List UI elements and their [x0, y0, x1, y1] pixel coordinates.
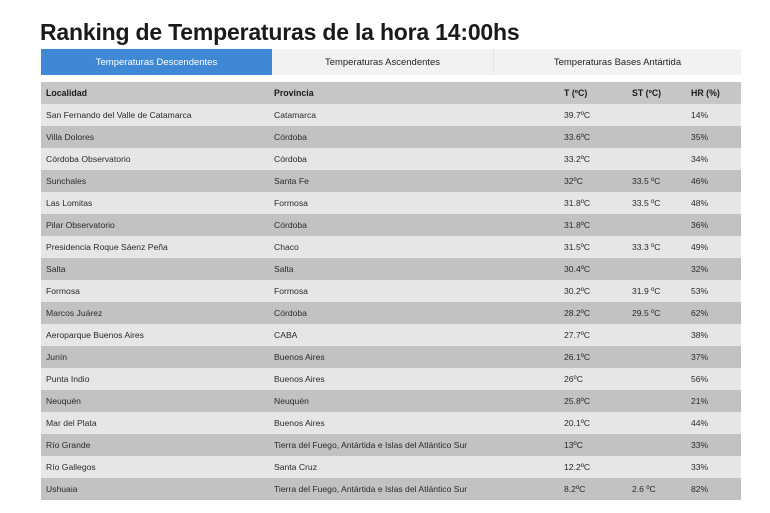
cell-temperatura: 20.1ºC [559, 412, 627, 434]
table-row [41, 192, 741, 214]
cell-temperatura: 30.2ºC [559, 280, 627, 302]
cell-temperatura: 39.7ºC [559, 104, 627, 126]
cell-temperatura: 32ºC [559, 170, 627, 192]
cell-humedad: 62% [686, 302, 741, 324]
cell-temperatura: 25.8ºC [559, 390, 627, 412]
cell-temperatura: 30.4ºC [559, 258, 627, 280]
cell-humedad: 82% [686, 478, 741, 500]
cell-localidad: Las Lomitas [41, 192, 269, 214]
cell-provincia: Santa Fe [269, 170, 559, 192]
cell-temperatura: 33.2ºC [559, 148, 627, 170]
header-humedad: HR (%) [686, 82, 741, 104]
cell-provincia: Buenos Aires [269, 412, 559, 434]
cell-temperatura: 27.7ºC [559, 324, 627, 346]
cell-localidad: Aeroparque Buenos Aires [41, 324, 269, 346]
cell-humedad: 37% [686, 346, 741, 368]
table-header-row [41, 82, 741, 104]
cell-provincia: Salta [269, 258, 559, 280]
cell-localidad: San Fernando del Valle de Catamarca [41, 104, 269, 126]
cell-sensacion-termica: 33.5 ºC [627, 192, 686, 214]
cell-sensacion-termica [627, 104, 686, 126]
cell-provincia: Santa Cruz [269, 456, 559, 478]
cell-sensacion-termica [627, 126, 686, 148]
header-localidad: Localidad [41, 82, 269, 104]
cell-sensacion-termica [627, 434, 686, 456]
cell-sensacion-termica [627, 148, 686, 170]
cell-localidad: Córdoba Observatorio [41, 148, 269, 170]
tab-temperaturas-ascendentes[interactable]: Temperaturas Ascendentes [272, 49, 494, 75]
cell-humedad: 56% [686, 368, 741, 390]
header-sensacion-termica: ST (ºC) [627, 82, 686, 104]
cell-temperatura: 28.2ºC [559, 302, 627, 324]
header-provincia: Provincia [269, 82, 559, 104]
table-row [41, 170, 741, 192]
table-row [41, 302, 741, 324]
cell-provincia: Chaco [269, 236, 559, 258]
cell-localidad: Marcos Juárez [41, 302, 269, 324]
cell-temperatura: 12.2ºC [559, 456, 627, 478]
table-row [41, 412, 741, 434]
table-row [41, 434, 741, 456]
header-temperatura: T (ºC) [559, 82, 627, 104]
table-row [41, 324, 741, 346]
cell-temperatura: 31.8ºC [559, 192, 627, 214]
cell-provincia: Catamarca [269, 104, 559, 126]
cell-provincia: Tierra del Fuego, Antártida e Islas del Atlántico Sur [269, 478, 559, 500]
cell-temperatura: 33.6ºC [559, 126, 627, 148]
page-title: Ranking de Temperaturas de la hora 14:00hs [40, 19, 520, 46]
cell-humedad: 34% [686, 148, 741, 170]
cell-sensacion-termica [627, 346, 686, 368]
cell-sensacion-termica: 33.3 ºC [627, 236, 686, 258]
cell-provincia: Córdoba [269, 214, 559, 236]
cell-provincia: Córdoba [269, 126, 559, 148]
cell-humedad: 36% [686, 214, 741, 236]
table-row [41, 148, 741, 170]
cell-sensacion-termica [627, 390, 686, 412]
cell-humedad: 33% [686, 434, 741, 456]
cell-localidad: Formosa [41, 280, 269, 302]
cell-humedad: 48% [686, 192, 741, 214]
table-row [41, 214, 741, 236]
cell-provincia: Formosa [269, 280, 559, 302]
cell-provincia: Formosa [269, 192, 559, 214]
cell-humedad: 14% [686, 104, 741, 126]
cell-temperatura: 13ºC [559, 434, 627, 456]
tab-bar [41, 49, 741, 75]
cell-sensacion-termica [627, 368, 686, 390]
cell-temperatura: 26.1ºC [559, 346, 627, 368]
cell-localidad: Río Grande [41, 434, 269, 456]
cell-humedad: 44% [686, 412, 741, 434]
cell-temperatura: 26ºC [559, 368, 627, 390]
cell-localidad: Ushuaia [41, 478, 269, 500]
tab-temperaturas-descendentes[interactable]: Temperaturas Descendentes [41, 49, 272, 75]
cell-humedad: 38% [686, 324, 741, 346]
cell-sensacion-termica [627, 412, 686, 434]
cell-sensacion-termica [627, 456, 686, 478]
cell-humedad: 53% [686, 280, 741, 302]
cell-temperatura: 31.8ºC [559, 214, 627, 236]
cell-provincia: Buenos Aires [269, 368, 559, 390]
cell-provincia: Neuquén [269, 390, 559, 412]
cell-provincia: Córdoba [269, 148, 559, 170]
cell-provincia: CABA [269, 324, 559, 346]
cell-humedad: 33% [686, 456, 741, 478]
cell-localidad: Junín [41, 346, 269, 368]
table-row [41, 126, 741, 148]
table-row [41, 478, 741, 500]
cell-humedad: 49% [686, 236, 741, 258]
cell-localidad: Pilar Observatorio [41, 214, 269, 236]
cell-humedad: 21% [686, 390, 741, 412]
table-row [41, 346, 741, 368]
cell-temperatura: 31.5ºC [559, 236, 627, 258]
table-row [41, 104, 741, 126]
temperature-ranking-table [41, 82, 741, 500]
table-row [41, 236, 741, 258]
cell-humedad: 32% [686, 258, 741, 280]
table-row [41, 456, 741, 478]
cell-provincia: Buenos Aires [269, 346, 559, 368]
cell-provincia: Tierra del Fuego, Antártida e Islas del Atlántico Sur [269, 434, 559, 456]
cell-sensacion-termica: 33.5 ºC [627, 170, 686, 192]
cell-humedad: 46% [686, 170, 741, 192]
cell-localidad: Punta Indio [41, 368, 269, 390]
table-row [41, 280, 741, 302]
cell-sensacion-termica: 2.6 ºC [627, 478, 686, 500]
table-row [41, 258, 741, 280]
cell-sensacion-termica: 31.9 ºC [627, 280, 686, 302]
cell-temperatura: 8.2ºC [559, 478, 627, 500]
cell-localidad: Río Gallegos [41, 456, 269, 478]
cell-localidad: Presidencia Roque Sáenz Peña [41, 236, 269, 258]
cell-sensacion-termica [627, 214, 686, 236]
cell-localidad: Neuquén [41, 390, 269, 412]
cell-localidad: Salta [41, 258, 269, 280]
cell-localidad: Mar del Plata [41, 412, 269, 434]
cell-localidad: Villa Dolores [41, 126, 269, 148]
table-row [41, 368, 741, 390]
cell-sensacion-termica [627, 258, 686, 280]
cell-sensacion-termica: 29.5 ºC [627, 302, 686, 324]
cell-localidad: Sunchales [41, 170, 269, 192]
table-row [41, 390, 741, 412]
tab-temperaturas-bases-antartida[interactable]: Temperaturas Bases Antártida [553, 56, 682, 68]
cell-humedad: 35% [686, 126, 741, 148]
table-body [41, 104, 741, 500]
cell-sensacion-termica [627, 324, 686, 346]
cell-provincia: Córdoba [269, 302, 559, 324]
